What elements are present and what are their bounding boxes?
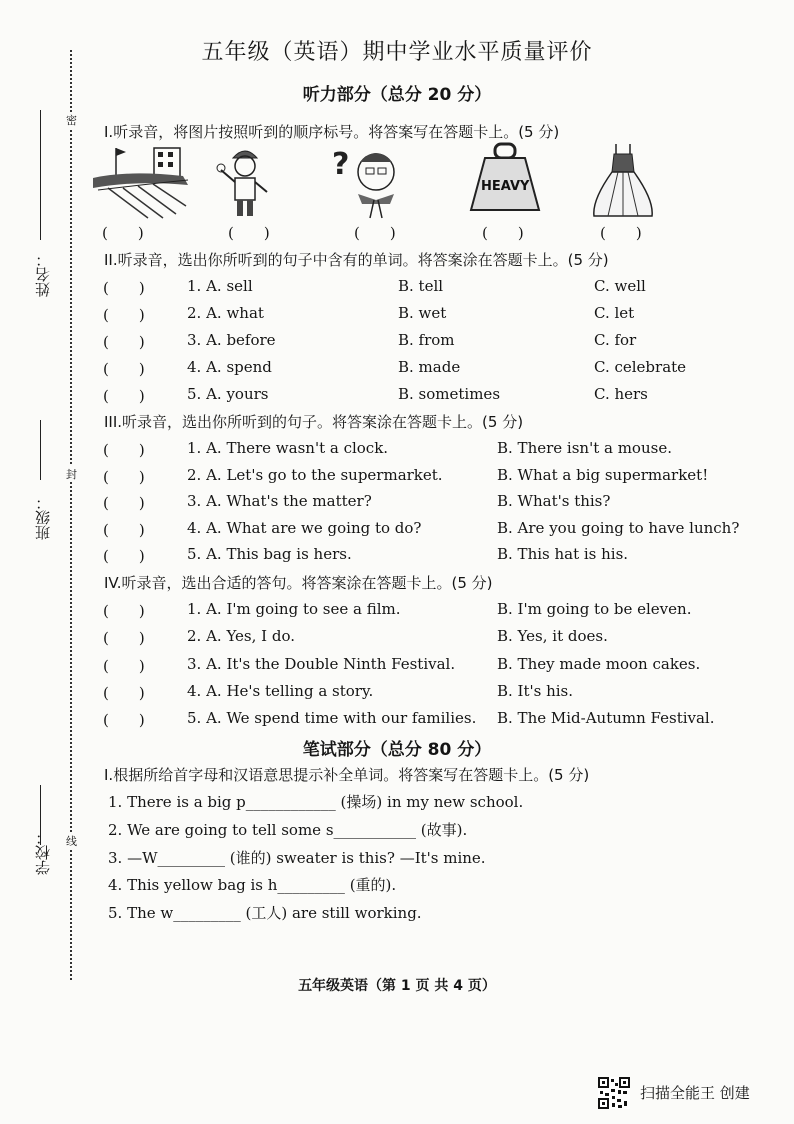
option-a: 5. A. yours	[187, 385, 269, 403]
answer-blank[interactable]: ( )	[103, 521, 145, 539]
fill-item-4[interactable]: 4. This yellow bag is h_________ (重的).	[108, 876, 397, 894]
dress-picture	[588, 140, 658, 220]
answer-blank[interactable]: ( )	[103, 441, 145, 459]
name-line[interactable]	[40, 110, 41, 240]
answer-blank[interactable]: ( )	[103, 657, 145, 675]
part2-row-3	[0, 331, 794, 357]
qr-code-icon	[598, 1077, 630, 1109]
playground-picture	[88, 140, 198, 220]
option-b: B. Yes, it does.	[497, 627, 608, 645]
bind-char-xian: 线	[66, 835, 77, 848]
part3-row-4	[0, 519, 794, 545]
fill-item-5[interactable]: 5. The w_________ (工人) are still working.	[108, 904, 422, 922]
option-a: 4. A. What are we going to do?	[187, 519, 422, 537]
part4-row-2	[0, 627, 794, 653]
part3-instruction: III.听录音，选出你所听到的句子。将答案涂在答题卡上。(5 分)	[104, 413, 524, 431]
option-c: C. hers	[594, 385, 648, 403]
part3-row-5	[0, 545, 794, 571]
part4-instruction: IV.听录音，选出合适的答句。将答案涂在答题卡上。(5 分)	[104, 574, 493, 592]
option-b: B. sometimes	[398, 385, 501, 403]
option-c: C. well	[594, 277, 646, 295]
option-a: 1. A. There wasn't a clock.	[187, 439, 389, 457]
option-c: C. let	[594, 304, 635, 322]
svg-text:?: ?	[332, 147, 350, 182]
answer-blank[interactable]: ( )	[103, 387, 145, 405]
class-label: 班级：	[34, 495, 52, 540]
listening-section-title: 听力部分（总分 20 分）	[302, 85, 492, 105]
answer-blank[interactable]: ( )	[103, 602, 145, 620]
part4-row-1	[0, 600, 794, 626]
picture-blank-5[interactable]: ( )	[600, 224, 642, 242]
answer-blank[interactable]: ( )	[103, 468, 145, 486]
option-a: 1. A. I'm going to see a film.	[187, 600, 401, 618]
option-b: B. made	[398, 358, 461, 376]
part4-row-4	[0, 682, 794, 708]
exam-title: 五年级（英语）期中学业水平质量评价	[201, 40, 593, 65]
answer-blank[interactable]: ( )	[103, 711, 145, 729]
option-a: 3. A. What's the matter?	[187, 492, 372, 510]
option-a: 5. A. We spend time with our families.	[187, 709, 477, 727]
bind-char-mi: 密	[66, 114, 77, 127]
answer-blank[interactable]: ( )	[103, 306, 145, 324]
option-b: B. The Mid-Autumn Festival.	[497, 709, 715, 727]
question-girl-picture	[330, 140, 410, 220]
option-b: B. from	[398, 331, 455, 349]
answer-blank[interactable]: ( )	[103, 684, 145, 702]
answer-blank[interactable]: ( )	[103, 360, 145, 378]
fill-item-1[interactable]: 1. There is a big p____________ (操场) in my new school.	[108, 793, 524, 811]
writing-section-title: 笔试部分（总分 80 分）	[302, 740, 492, 760]
option-a: 2. A. Yes, I do.	[187, 627, 295, 645]
part2-row-1	[0, 277, 794, 303]
part1-instruction: I.听录音，将图片按照听到的顺序标号。将答案写在答题卡上。(5 分)	[104, 123, 560, 141]
option-a: 4. A. spend	[187, 358, 272, 376]
option-b: B. wet	[398, 304, 447, 322]
part2-row-2	[0, 304, 794, 330]
part4-row-3	[0, 655, 794, 681]
option-a: 1. A. sell	[187, 277, 253, 295]
answer-blank[interactable]: ( )	[103, 333, 145, 351]
option-a: 3. A. It's the Double Ninth Festival.	[187, 655, 456, 673]
name-label: 姓名：	[34, 252, 52, 297]
answer-blank[interactable]: ( )	[103, 629, 145, 647]
option-a: 2. A. Let's go to the supermarket.	[187, 466, 443, 484]
option-a: 4. A. He's telling a story.	[187, 682, 374, 700]
option-b: B. Are you going to have lunch?	[497, 519, 740, 537]
option-c: C. for	[594, 331, 637, 349]
picture-blank-2[interactable]: ( )	[228, 224, 270, 242]
option-b: B. I'm going to be eleven.	[497, 600, 692, 618]
option-b: B. There isn't a mouse.	[497, 439, 672, 457]
option-b: B. This hat is his.	[497, 545, 629, 563]
part2-row-4	[0, 358, 794, 384]
page-footer: 五年级英语（第 1 页 共 4 页）	[298, 978, 496, 994]
option-a: 3. A. before	[187, 331, 276, 349]
fill-item-3[interactable]: 3. —W_________ (谁的) sweater is this? —It's mine.	[108, 849, 486, 867]
answer-blank[interactable]: ( )	[103, 494, 145, 512]
part3-row-1	[0, 439, 794, 465]
fill-item-2[interactable]: 2. We are going to tell some s___________ (故事).	[108, 821, 468, 839]
option-b: B. What's this?	[497, 492, 611, 510]
school-label: 学校：	[34, 830, 52, 875]
option-b: B. They made moon cakes.	[497, 655, 701, 673]
worker-picture	[215, 140, 275, 220]
option-b: B. What a big supermarket!	[497, 466, 709, 484]
part2-row-5	[0, 385, 794, 411]
part3-row-2	[0, 466, 794, 492]
part2-instruction: II.听录音，选出你所听到的句子中含有的单词。将答案涂在答题卡上。(5 分)	[104, 251, 609, 269]
bind-char-feng: 封	[66, 468, 77, 481]
picture-blank-4[interactable]: ( )	[482, 224, 524, 242]
answer-blank[interactable]: ( )	[103, 279, 145, 297]
svg-text:HEAVY: HEAVY	[481, 179, 530, 194]
part3-row-3	[0, 492, 794, 518]
option-a: 5. A. This bag is hers.	[187, 545, 352, 563]
scanner-watermark: 扫描全能王 创建	[640, 1084, 750, 1102]
option-b: B. It's his.	[497, 682, 574, 700]
written1-instruction: I.根据所给首字母和汉语意思提示补全单词。将答案写在答题卡上。(5 分)	[104, 766, 590, 784]
part4-row-5	[0, 709, 794, 735]
option-c: C. celebrate	[594, 358, 687, 376]
heavy-weight-picture	[465, 140, 545, 220]
option-a: 2. A. what	[187, 304, 264, 322]
option-b: B. tell	[398, 277, 444, 295]
answer-blank[interactable]: ( )	[103, 547, 145, 565]
picture-blank-1[interactable]: ( )	[102, 224, 144, 242]
picture-blank-3[interactable]: ( )	[354, 224, 396, 242]
